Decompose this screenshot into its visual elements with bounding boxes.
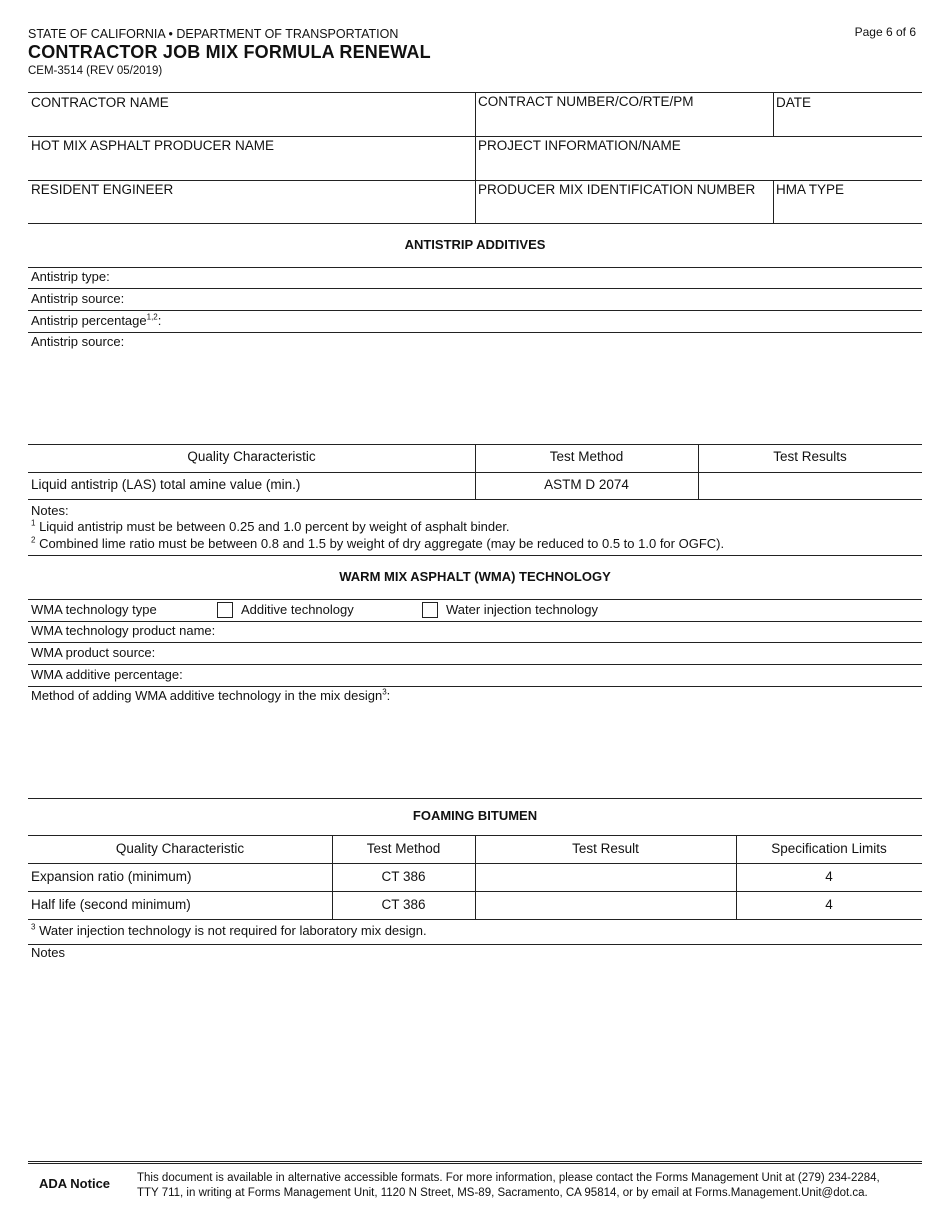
table-header: Test Method bbox=[366, 841, 441, 856]
notes-field[interactable]: Notes bbox=[31, 945, 65, 960]
footnote-ref: 2 bbox=[31, 535, 36, 545]
footer-divider bbox=[28, 1161, 922, 1164]
footnote-ref: 3 bbox=[382, 687, 387, 697]
wma-method-field[interactable] bbox=[31, 688, 390, 703]
divider bbox=[28, 499, 922, 500]
table-cell: CT 386 bbox=[381, 897, 426, 912]
divider bbox=[28, 223, 922, 224]
colon: : bbox=[386, 688, 391, 703]
wma-method-label: Method of adding WMA additive technology in the mix design bbox=[31, 688, 383, 703]
wma-section-title: WARM MIX ASPHALT (WMA) TECHNOLOGY bbox=[339, 569, 611, 584]
table-header: Quality Characteristic bbox=[187, 449, 316, 464]
table-cell: CT 386 bbox=[381, 869, 426, 884]
table-cell: Expansion ratio (minimum) bbox=[31, 869, 192, 884]
table-header: Test Method bbox=[549, 449, 624, 464]
divider bbox=[28, 267, 922, 268]
divider bbox=[28, 599, 922, 600]
test-results-input[interactable] bbox=[698, 477, 922, 495]
table-cell: 4 bbox=[825, 869, 833, 884]
foaming-section-title: FOAMING BITUMEN bbox=[412, 808, 538, 823]
ada-line: TTY 711, in writing at Forms Management Unit, 1120 N Street, MS-89, Sacramento, CA 95814, or by email at Forms.Management.Unit@dot.ca. bbox=[137, 1187, 868, 1199]
water-injection-checkbox[interactable] bbox=[422, 602, 438, 618]
antistrip-section-title: ANTISTRIP ADDITIVES bbox=[404, 237, 546, 252]
water-injection-label: Water injection technology bbox=[446, 602, 598, 617]
divider bbox=[28, 686, 922, 687]
page-title: CONTRACTOR JOB MIX FORMULA RENEWAL bbox=[28, 42, 431, 62]
ada-notice-text bbox=[137, 1171, 927, 1201]
divider bbox=[28, 944, 922, 945]
contractor-name-field[interactable]: CONTRACTOR NAME bbox=[31, 95, 169, 110]
footnote-ref: 1,2 bbox=[146, 312, 158, 322]
date-field[interactable]: DATE bbox=[776, 95, 812, 110]
footnote-text: Water injection technology is not required for laboratory mix design. bbox=[35, 923, 427, 938]
divider bbox=[28, 621, 922, 622]
hma-producer-field[interactable]: HOT MIX ASPHALT PRODUCER NAME bbox=[31, 138, 275, 153]
note-text: Combined lime ratio must be between 0.8 and 1.5 by weight of dry aggregate (may be reduced to 0.5 to 1.0 for OGFC). bbox=[35, 536, 725, 551]
antistrip-source-2-field[interactable]: Antistrip source: bbox=[31, 334, 125, 349]
additive-technology-label: Additive technology bbox=[241, 602, 354, 617]
divider bbox=[773, 180, 774, 223]
table-header: Test Results bbox=[773, 449, 847, 464]
divider bbox=[773, 92, 774, 136]
wma-product-name-field[interactable]: WMA technology product name: bbox=[31, 623, 216, 638]
table-cell: Liquid antistrip (LAS) total amine value (min.) bbox=[31, 477, 301, 492]
table-header: Quality Characteristic bbox=[115, 841, 245, 856]
additive-technology-checkbox[interactable] bbox=[217, 602, 233, 618]
table-cell: Half life (second minimum) bbox=[31, 897, 191, 912]
antistrip-type-field[interactable]: Antistrip type: bbox=[31, 269, 110, 284]
page-number: Page 6 of 6 bbox=[854, 25, 916, 39]
table-cell: 4 bbox=[825, 897, 833, 912]
divider bbox=[28, 919, 922, 920]
divider bbox=[28, 798, 922, 799]
divider bbox=[475, 92, 476, 223]
note-text: Liquid antistrip must be between 0.25 and 1.0 percent by weight of asphalt binder. bbox=[35, 519, 510, 534]
antistrip-source-field[interactable]: Antistrip source: bbox=[31, 291, 125, 306]
project-info-field[interactable]: PROJECT INFORMATION/NAME bbox=[478, 138, 681, 153]
table-header: Test Result bbox=[572, 841, 639, 856]
divider bbox=[28, 555, 922, 556]
divider bbox=[28, 288, 922, 289]
producer-mix-id-field[interactable]: PRODUCER MIX IDENTIFICATION NUMBER bbox=[478, 182, 756, 197]
divider bbox=[28, 642, 922, 643]
antistrip-percentage-field[interactable] bbox=[31, 313, 161, 328]
notes-label: Notes: bbox=[31, 503, 69, 518]
contract-number-field[interactable]: CONTRACT NUMBER/CO/RTE/PM bbox=[478, 94, 694, 109]
form-code: CEM-3514 (REV 05/2019) bbox=[28, 65, 163, 77]
footnote-3 bbox=[31, 923, 427, 938]
agency-name: STATE OF CALIFORNIA • DEPARTMENT OF TRANSPORTATION bbox=[28, 27, 399, 41]
test-result-input[interactable] bbox=[475, 869, 736, 887]
divider bbox=[28, 310, 922, 311]
wma-type-label: WMA technology type bbox=[31, 602, 157, 617]
footnote-ref: 3 bbox=[31, 922, 36, 932]
divider bbox=[28, 332, 922, 333]
table-header: Specification Limits bbox=[771, 841, 887, 856]
colon: : bbox=[157, 313, 162, 328]
table-cell: ASTM D 2074 bbox=[544, 477, 629, 492]
antistrip-percentage-label: Antistrip percentage bbox=[31, 313, 147, 328]
wma-additive-percentage-field[interactable]: WMA additive percentage: bbox=[31, 667, 183, 682]
footnote-ref: 1 bbox=[31, 518, 36, 528]
hma-type-field[interactable]: HMA TYPE bbox=[776, 182, 845, 197]
note-2 bbox=[31, 536, 724, 551]
wma-product-source-field[interactable]: WMA product source: bbox=[31, 645, 156, 660]
ada-notice-label: ADA Notice bbox=[39, 1176, 111, 1191]
ada-line: This document is available in alternative accessible formats. For more information, please contact the Forms Management Unit at (279) 234-2284, bbox=[137, 1172, 880, 1184]
test-result-input[interactable] bbox=[475, 897, 736, 915]
note-1 bbox=[31, 519, 510, 534]
divider bbox=[28, 664, 922, 665]
resident-engineer-field[interactable]: RESIDENT ENGINEER bbox=[31, 182, 174, 197]
